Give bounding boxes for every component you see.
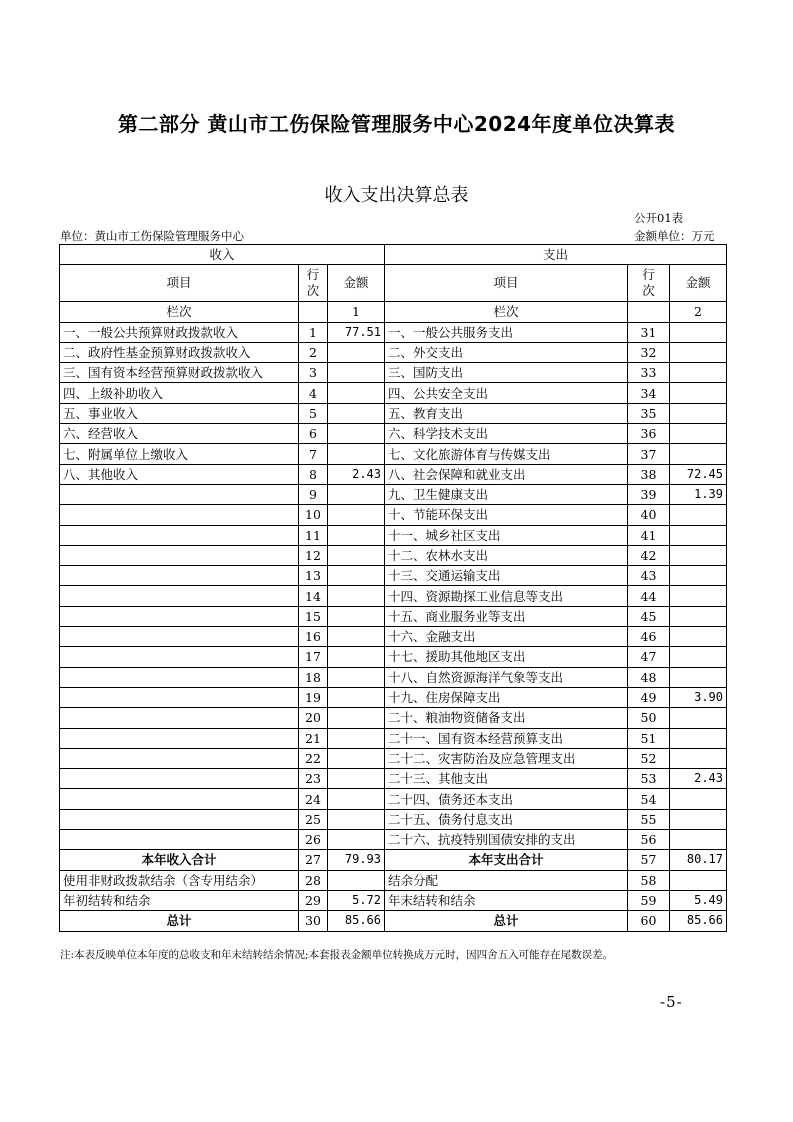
expense-item: 十二、农林水支出 bbox=[385, 545, 628, 565]
expense-line-number: 43 bbox=[628, 566, 670, 586]
table-row bbox=[60, 789, 727, 809]
expense-item: 六、科学技术支出 bbox=[385, 424, 628, 444]
income-amount bbox=[328, 769, 385, 789]
income-line-number: 25 bbox=[299, 809, 328, 829]
line-label-bottom: 次 bbox=[306, 283, 320, 299]
income-line-number: 16 bbox=[299, 627, 328, 647]
table-title: 收入支出决算总表 bbox=[324, 185, 469, 206]
expense-item: 三、国防支出 bbox=[385, 363, 628, 383]
income-item bbox=[60, 789, 299, 809]
expense-amount bbox=[670, 444, 727, 464]
income-amount bbox=[328, 728, 385, 748]
table-row bbox=[60, 606, 727, 626]
income-line-number: 13 bbox=[299, 566, 328, 586]
expense-amount bbox=[670, 342, 727, 362]
expense-amount bbox=[670, 728, 727, 748]
expense-amount bbox=[670, 566, 727, 586]
total-row bbox=[60, 890, 727, 910]
expense-amount bbox=[670, 383, 727, 403]
income-total-item: 年初结转和结余 bbox=[60, 890, 299, 910]
expense-item: 二、外交支出 bbox=[385, 342, 628, 362]
expense-item-header: 项目 bbox=[385, 265, 628, 302]
income-line-number: 26 bbox=[299, 830, 328, 850]
income-amount bbox=[328, 403, 385, 423]
income-amount bbox=[328, 383, 385, 403]
expense-line-number: 52 bbox=[628, 748, 670, 768]
income-line-number: 17 bbox=[299, 647, 328, 667]
expense-item: 十一、城乡社区支出 bbox=[385, 525, 628, 545]
income-total-item: 使用非财政拨款结余（含专用结余） bbox=[60, 870, 299, 890]
income-line-number: 30 bbox=[299, 911, 328, 931]
expense-amount: 85.66 bbox=[670, 911, 727, 931]
expense-amount: 5.49 bbox=[670, 890, 727, 910]
expense-amount bbox=[670, 525, 727, 545]
income-amount: 85.66 bbox=[328, 911, 385, 931]
income-item bbox=[60, 525, 299, 545]
expense-line-number: 57 bbox=[628, 850, 670, 870]
income-line-number: 12 bbox=[299, 545, 328, 565]
footnote: 注:本表反映单位本年度的总收支和年末结转结余情况;本套报表金额单位转换成万元时，因四舍五入可能存在尾数误差。 bbox=[60, 949, 614, 961]
income-line-number: 8 bbox=[299, 464, 328, 484]
income-item bbox=[60, 545, 299, 565]
expense-line-number: 35 bbox=[628, 403, 670, 423]
table-row bbox=[60, 322, 727, 342]
table-row bbox=[60, 748, 727, 768]
income-item: 二、政府性基金预算财政拨款收入 bbox=[60, 342, 299, 362]
expense-item: 二十六、抗疫特别国债安排的支出 bbox=[385, 830, 628, 850]
line-label-bottom: 次 bbox=[642, 283, 655, 299]
expense-item: 十四、资源勘探工业信息等支出 bbox=[385, 586, 628, 606]
total-row bbox=[60, 850, 727, 870]
table-row bbox=[60, 444, 727, 464]
table-row bbox=[60, 505, 727, 525]
expense-line-number: 45 bbox=[628, 606, 670, 626]
income-line-number: 24 bbox=[299, 789, 328, 809]
income-line-number: 2 bbox=[299, 342, 328, 362]
expense-line-number: 40 bbox=[628, 505, 670, 525]
income-line-number: 22 bbox=[299, 748, 328, 768]
expense-amount bbox=[670, 403, 727, 423]
expense-amount-header: 金额 bbox=[670, 265, 727, 302]
expense-line-number: 53 bbox=[628, 769, 670, 789]
expense-line-number: 60 bbox=[628, 911, 670, 931]
table-row bbox=[60, 545, 727, 565]
column-number-row bbox=[60, 302, 727, 322]
expense-item: 一、一般公共服务支出 bbox=[385, 322, 628, 342]
table-row bbox=[60, 728, 727, 748]
income-amount bbox=[328, 647, 385, 667]
expense-amount bbox=[670, 667, 727, 687]
table-row bbox=[60, 403, 727, 423]
income-item bbox=[60, 769, 299, 789]
income-line-number: 29 bbox=[299, 890, 328, 910]
income-item: 三、国有资本经营预算财政拨款收入 bbox=[60, 363, 299, 383]
income-line-number: 18 bbox=[299, 667, 328, 687]
income-line-number: 6 bbox=[299, 424, 328, 444]
income-item bbox=[60, 728, 299, 748]
expense-amount bbox=[670, 708, 727, 728]
income-amount bbox=[328, 870, 385, 890]
expense-item: 九、卫生健康支出 bbox=[385, 484, 628, 504]
income-item bbox=[60, 667, 299, 687]
expense-amount: 1.39 bbox=[670, 484, 727, 504]
table-row bbox=[60, 687, 727, 707]
expense-item: 四、公共安全支出 bbox=[385, 383, 628, 403]
expense-line-number: 48 bbox=[628, 667, 670, 687]
page-number: -5- bbox=[660, 993, 683, 1011]
income-amount: 79.93 bbox=[328, 850, 385, 870]
expense-column-label: 栏次 bbox=[385, 302, 628, 322]
income-line-number: 5 bbox=[299, 403, 328, 423]
income-item: 四、上级补助收入 bbox=[60, 383, 299, 403]
income-amount bbox=[328, 505, 385, 525]
income-line-number: 3 bbox=[299, 363, 328, 383]
income-amount bbox=[328, 484, 385, 504]
expense-line-number: 32 bbox=[628, 342, 670, 362]
expense-line-number: 31 bbox=[628, 322, 670, 342]
income-amount: 2.43 bbox=[328, 464, 385, 484]
expense-line-number: 49 bbox=[628, 687, 670, 707]
expense-line-number: 33 bbox=[628, 363, 670, 383]
income-line-number: 19 bbox=[299, 687, 328, 707]
income-total-item: 本年收入合计 bbox=[60, 850, 299, 870]
income-amount bbox=[328, 342, 385, 362]
expense-item: 二十三、其他支出 bbox=[385, 769, 628, 789]
expense-line-number: 47 bbox=[628, 647, 670, 667]
income-amount bbox=[328, 809, 385, 829]
expense-line-number: 37 bbox=[628, 444, 670, 464]
total-row bbox=[60, 870, 727, 890]
table-row bbox=[60, 586, 727, 606]
expense-item: 十五、商业服务业等支出 bbox=[385, 606, 628, 626]
expense-amount bbox=[670, 809, 727, 829]
table-row bbox=[60, 383, 727, 403]
expense-item: 二十一、国有资本经营预算支出 bbox=[385, 728, 628, 748]
income-line-number: 28 bbox=[299, 870, 328, 890]
income-line-number: 20 bbox=[299, 708, 328, 728]
expense-item: 十六、金融支出 bbox=[385, 627, 628, 647]
expense-total-item: 结余分配 bbox=[385, 870, 628, 890]
table-row bbox=[60, 769, 727, 789]
table-row bbox=[60, 627, 727, 647]
expense-amount: 3.90 bbox=[670, 687, 727, 707]
expense-line-number: 50 bbox=[628, 708, 670, 728]
income-line-header bbox=[299, 265, 328, 302]
income-line-number: 14 bbox=[299, 586, 328, 606]
amount-unit: 金额单位：万元 bbox=[634, 229, 715, 243]
income-line-number: 4 bbox=[299, 383, 328, 403]
expense-amount bbox=[670, 748, 727, 768]
income-column-label: 栏次 bbox=[60, 302, 299, 322]
table-row bbox=[60, 525, 727, 545]
income-amount bbox=[328, 586, 385, 606]
income-line-number: 15 bbox=[299, 606, 328, 626]
expense-amount bbox=[670, 586, 727, 606]
income-item: 六、经营收入 bbox=[60, 424, 299, 444]
table-number: 公开01表 bbox=[634, 211, 684, 225]
expense-line-number: 59 bbox=[628, 890, 670, 910]
table-row bbox=[60, 342, 727, 362]
empty-cell bbox=[628, 302, 670, 322]
table-row bbox=[60, 363, 727, 383]
expense-amount bbox=[670, 545, 727, 565]
table-row bbox=[60, 667, 727, 687]
table-row bbox=[60, 647, 727, 667]
expense-line-number: 39 bbox=[628, 484, 670, 504]
income-amount bbox=[328, 444, 385, 464]
expense-line-header bbox=[628, 265, 670, 302]
income-amount bbox=[328, 424, 385, 444]
expense-line-number: 55 bbox=[628, 809, 670, 829]
income-line-number: 27 bbox=[299, 850, 328, 870]
income-item: 一、一般公共预算财政拨款收入 bbox=[60, 322, 299, 342]
total-row bbox=[60, 911, 727, 931]
income-amount: 5.72 bbox=[328, 890, 385, 910]
income-item: 七、附属单位上缴收入 bbox=[60, 444, 299, 464]
expense-line-number: 58 bbox=[628, 870, 670, 890]
income-item bbox=[60, 830, 299, 850]
income-item-header: 项目 bbox=[60, 265, 299, 302]
expense-line-number: 42 bbox=[628, 545, 670, 565]
income-amount-header: 金额 bbox=[328, 265, 385, 302]
expense-column-number: 2 bbox=[670, 302, 727, 322]
expense-line-number: 36 bbox=[628, 424, 670, 444]
expense-item: 二十二、灾害防治及应急管理支出 bbox=[385, 748, 628, 768]
income-line-number: 7 bbox=[299, 444, 328, 464]
expense-item: 二十四、债务还本支出 bbox=[385, 789, 628, 809]
expense-item: 十三、交通运输支出 bbox=[385, 566, 628, 586]
income-amount bbox=[328, 627, 385, 647]
expense-item: 十、节能环保支出 bbox=[385, 505, 628, 525]
income-amount bbox=[328, 830, 385, 850]
income-item bbox=[60, 586, 299, 606]
income-item bbox=[60, 708, 299, 728]
document-title: 第二部分 黄山市工伤保险管理服务中心2024年度单位决算表 bbox=[117, 112, 676, 136]
income-item bbox=[60, 505, 299, 525]
expense-line-number: 54 bbox=[628, 789, 670, 809]
expense-total-item: 本年支出合计 bbox=[385, 850, 628, 870]
table-row bbox=[60, 566, 727, 586]
income-item bbox=[60, 809, 299, 829]
expense-item: 十八、自然资源海洋气象等支出 bbox=[385, 667, 628, 687]
expense-amount: 2.43 bbox=[670, 769, 727, 789]
expense-total-item: 总计 bbox=[385, 911, 628, 931]
income-amount bbox=[328, 545, 385, 565]
expense-item: 八、社会保障和就业支出 bbox=[385, 464, 628, 484]
expense-amount bbox=[670, 627, 727, 647]
income-item bbox=[60, 627, 299, 647]
income-line-number: 21 bbox=[299, 728, 328, 748]
expense-line-number: 41 bbox=[628, 525, 670, 545]
line-label-top: 行 bbox=[306, 267, 320, 283]
column-header-row bbox=[60, 265, 727, 302]
income-amount bbox=[328, 363, 385, 383]
income-total-item: 总计 bbox=[60, 911, 299, 931]
income-amount bbox=[328, 708, 385, 728]
expense-amount: 72.45 bbox=[670, 464, 727, 484]
expense-item: 二十、粮油物资储备支出 bbox=[385, 708, 628, 728]
income-line-number: 11 bbox=[299, 525, 328, 545]
income-amount bbox=[328, 687, 385, 707]
expense-amount bbox=[670, 789, 727, 809]
income-amount bbox=[328, 789, 385, 809]
table-row bbox=[60, 424, 727, 444]
expense-item: 二十五、债务付息支出 bbox=[385, 809, 628, 829]
expense-amount bbox=[670, 870, 727, 890]
income-amount: 77.51 bbox=[328, 322, 385, 342]
table-row bbox=[60, 464, 727, 484]
income-item bbox=[60, 748, 299, 768]
expense-line-number: 44 bbox=[628, 586, 670, 606]
income-line-number: 10 bbox=[299, 505, 328, 525]
expense-line-number: 34 bbox=[628, 383, 670, 403]
expense-amount bbox=[670, 322, 727, 342]
expense-header: 支出 bbox=[385, 245, 727, 265]
income-item bbox=[60, 484, 299, 504]
income-line-number: 1 bbox=[299, 322, 328, 342]
expense-amount bbox=[670, 830, 727, 850]
expense-item: 十九、住房保障支出 bbox=[385, 687, 628, 707]
expense-amount bbox=[670, 606, 727, 626]
table-row bbox=[60, 708, 727, 728]
income-item bbox=[60, 647, 299, 667]
income-item: 八、其他收入 bbox=[60, 464, 299, 484]
income-line-number: 23 bbox=[299, 769, 328, 789]
income-amount bbox=[328, 566, 385, 586]
income-amount bbox=[328, 667, 385, 687]
income-line-number: 9 bbox=[299, 484, 328, 504]
expense-amount: 80.17 bbox=[670, 850, 727, 870]
income-expense-table bbox=[59, 244, 727, 932]
expense-item: 十七、援助其他地区支出 bbox=[385, 647, 628, 667]
expense-line-number: 38 bbox=[628, 464, 670, 484]
income-column-number: 1 bbox=[328, 302, 385, 322]
table-row bbox=[60, 809, 727, 829]
expense-amount bbox=[670, 363, 727, 383]
income-amount bbox=[328, 748, 385, 768]
line-label-top: 行 bbox=[642, 267, 655, 283]
income-header: 收入 bbox=[60, 245, 385, 265]
income-item bbox=[60, 606, 299, 626]
table-row bbox=[60, 484, 727, 504]
expense-line-number: 46 bbox=[628, 627, 670, 647]
expense-line-number: 56 bbox=[628, 830, 670, 850]
expense-line-number: 51 bbox=[628, 728, 670, 748]
income-item: 五、事业收入 bbox=[60, 403, 299, 423]
expense-amount bbox=[670, 647, 727, 667]
income-amount bbox=[328, 525, 385, 545]
expense-item: 七、文化旅游体育与传媒支出 bbox=[385, 444, 628, 464]
unit-name: 单位：黄山市工伤保险管理服务中心 bbox=[60, 229, 244, 243]
expense-amount bbox=[670, 505, 727, 525]
income-item bbox=[60, 566, 299, 586]
income-amount bbox=[328, 606, 385, 626]
expense-total-item: 年末结转和结余 bbox=[385, 890, 628, 910]
expense-item: 五、教育支出 bbox=[385, 403, 628, 423]
table-row bbox=[60, 830, 727, 850]
income-item bbox=[60, 687, 299, 707]
expense-amount bbox=[670, 424, 727, 444]
empty-cell bbox=[299, 302, 328, 322]
section-header-row bbox=[60, 245, 727, 265]
